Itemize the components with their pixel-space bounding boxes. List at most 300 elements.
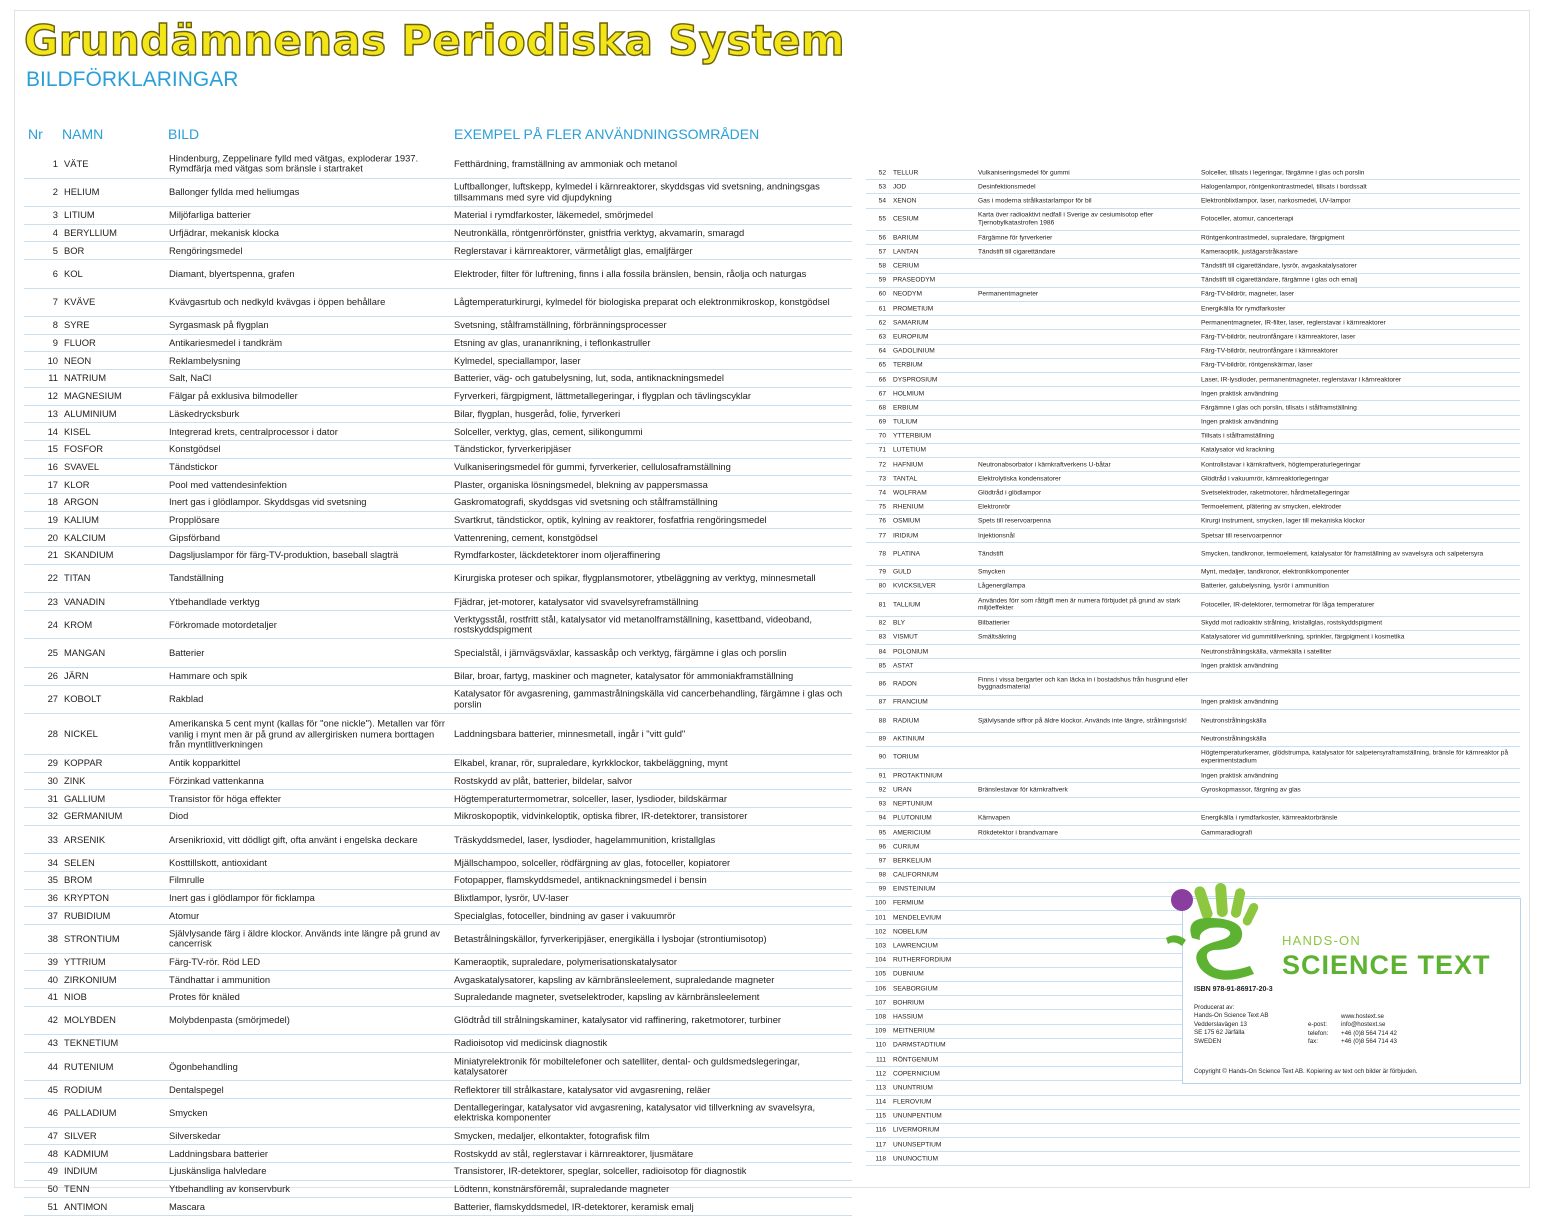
image-description: Bilbatterier: [978, 619, 1010, 627]
usage-examples: Träskyddsmedel, laser, lysdioder, hagelammunition, kristallglas: [454, 833, 716, 845]
element-row: [866, 288, 1520, 302]
element-row: [866, 631, 1520, 645]
image-description: Smältsäkring: [978, 633, 1017, 641]
element-name: YTTERBIUM: [893, 432, 932, 440]
element-number: 64: [878, 347, 886, 355]
element-name: KOL: [64, 267, 83, 279]
usage-examples: Radioisotop vid medicinsk diagnostik: [454, 1037, 608, 1049]
element-name: MENDELEVIUM: [893, 913, 942, 921]
element-name: RHENIUM: [893, 503, 924, 511]
usage-examples: Svartkrut, tändstickor, optik, kylning av reaktorer, fosfatfria rengöringsmedel: [454, 513, 767, 525]
element-name: HASSIUM: [893, 1013, 924, 1021]
usage-examples: Reflektorer till strålkastare, katalysator vid avgasrening, reläer: [454, 1083, 711, 1095]
element-row: [866, 345, 1520, 359]
element-name: NATRIUM: [64, 372, 107, 384]
image-description: Färg-TV-rör. Röd LED: [169, 955, 261, 967]
element-row: [866, 659, 1520, 673]
element-number: 46: [47, 1106, 58, 1118]
image-description: Ögonbehandling: [169, 1060, 238, 1072]
element-row: [24, 317, 852, 335]
usage-examples: Bilar, flygplan, husgeråd, folie, fyrverkeri: [454, 407, 621, 419]
image-description: Karta över radioaktivt nedfall i Sverige av cesiumisotop efter Tjernobylkatastrofen 1986: [978, 211, 1154, 227]
phone-label: telefon:: [1308, 1029, 1329, 1037]
element-number: 99: [878, 885, 886, 893]
element-name: MEITNERIUM: [893, 1027, 935, 1035]
element-number: 31: [47, 792, 58, 804]
usage-examples: Fotoceller, atomur, cancerterapi: [1201, 215, 1294, 223]
image-description: Permanentmagneter: [978, 290, 1039, 298]
element-number: 89: [878, 735, 886, 743]
usage-examples: Färg-TV-bildrör, neutronfångare i kärnreaktorer, laser: [1201, 333, 1356, 341]
usage-examples: Spetsar till reservoarpennor: [1201, 531, 1282, 539]
element-name: POLONIUM: [893, 647, 929, 655]
image-description: Injektionsnål: [978, 531, 1015, 539]
element-name: BERYLLIUM: [64, 226, 117, 238]
element-number: 2: [52, 186, 58, 197]
usage-examples: Kirurgiska proteser och spikar, flygplansmotorer, ytbeläggning av verktyg, minnesmetall: [454, 572, 816, 584]
element-name: KALIUM: [64, 513, 99, 525]
element-row: [24, 441, 852, 459]
image-description: Pool med vattendesinfektion: [169, 478, 287, 490]
usage-examples: Tändstift till cigarettändare, lysrör, avgaskatalysatorer: [1201, 262, 1357, 270]
element-name: UNUNPENTIUM: [893, 1112, 942, 1120]
element-row: [866, 543, 1520, 566]
element-name: RADON: [893, 680, 917, 688]
element-number: 50: [47, 1182, 58, 1194]
element-number: 40: [47, 973, 58, 985]
image-description: Protes för knäled: [169, 991, 240, 1003]
element-number: 112: [875, 1070, 886, 1078]
hand-logo-icon: [1162, 880, 1280, 984]
element-row: [866, 696, 1520, 710]
usage-examples: Laser, IR-lysdioder, permanentmagneter, reglerstavar i kärnreaktorer: [1201, 375, 1402, 383]
usage-examples: Luftballonger, luftskepp, kylmedel i kärnreaktorer, skyddsgas vid svetsning, andningsgas tillsammans med syre vid djupdykning: [454, 180, 820, 203]
element-name: GALLIUM: [64, 792, 106, 804]
element-row: [866, 231, 1520, 245]
element-number: 73: [878, 475, 886, 483]
element-row: [866, 302, 1520, 316]
element-row: [866, 1096, 1520, 1110]
usage-examples: Rostskydd av stål, reglerstavar i kärnreaktorer, ljusmätare: [454, 1147, 694, 1159]
element-name: RÖNTGENIUM: [893, 1055, 939, 1063]
element-name: BROM: [64, 874, 93, 886]
element-number: 36: [47, 891, 58, 903]
element-row: [866, 826, 1520, 840]
image-description: Rökdetektor i brandvarnare: [978, 828, 1058, 836]
element-number: 109: [874, 1027, 886, 1035]
element-number: 34: [47, 856, 58, 868]
element-row: [24, 714, 852, 755]
usage-examples: Fyrverkeri, färgpigment, lättmetallegeringar, i flygplan och tävlingscyklar: [454, 389, 752, 401]
element-row: [24, 289, 852, 318]
element-row: [866, 373, 1520, 387]
element-row: [24, 989, 852, 1007]
usage-examples: Elektronblixtlampor, laser, narkosmedel, UV-lampor: [1201, 197, 1351, 205]
element-name: SKANDIUM: [64, 549, 114, 561]
element-number: 113: [875, 1084, 886, 1092]
image-description: Smycken: [978, 568, 1006, 576]
image-description: Mascara: [169, 1200, 205, 1212]
element-name: FLUOR: [64, 336, 96, 348]
element-row: [866, 769, 1520, 783]
usage-examples: Miniatyrelektronik för mobiltelefoner och satelliter, dental- och guldsmedslegeringar, katalysatorer: [454, 1055, 801, 1077]
usage-examples: Mynt, medaljer, tandkronor, elektronikkomponenter: [1201, 568, 1350, 576]
element-number: 18: [47, 496, 58, 508]
element-number: 71: [878, 446, 886, 454]
usage-examples: Ingen praktisk användning: [1201, 698, 1278, 706]
usage-examples: Energikälla i rymdfarkoster, kärnreaktorbränsle: [1201, 814, 1338, 822]
element-name: ANTIMON: [64, 1200, 108, 1212]
element-number: 16: [47, 460, 58, 472]
element-number: 43: [47, 1037, 58, 1049]
column-header-image: BILD: [168, 126, 200, 142]
element-number: 86: [878, 680, 886, 688]
element-row: [24, 565, 852, 594]
usage-examples: Svetselektroder, raketmotorer, hårdmetallegeringar: [1201, 489, 1350, 497]
image-description: Ytbehandlade verktyg: [169, 595, 260, 607]
element-name: LAWRENCIUM: [893, 942, 938, 950]
element-number: 22: [47, 572, 58, 584]
element-name: CURIUM: [893, 843, 920, 851]
element-name: KOPPAR: [64, 757, 103, 769]
image-description: Finns i vissa bergarter och kan läcka in i bostadshus från husgrund eller byggnadsmaterial: [978, 676, 1188, 692]
usage-examples: Termoelement, plätering av smycken, elektroder: [1201, 503, 1342, 511]
element-number: 15: [47, 442, 58, 454]
element-number: 35: [47, 874, 58, 886]
element-row: [866, 359, 1520, 373]
element-number: 45: [47, 1083, 58, 1095]
image-description: Neutronabsorbator i kärnkraftverkens U-båtar: [978, 460, 1111, 468]
element-row: [866, 472, 1520, 486]
element-number: 6: [52, 267, 58, 279]
element-name: ARGON: [64, 496, 99, 508]
image-description: Integrerad krets, centralprocessor i dator: [169, 425, 338, 437]
element-number: 25: [47, 646, 58, 658]
element-number: 68: [878, 404, 886, 412]
element-name: SILVER: [64, 1129, 97, 1141]
element-row: [866, 416, 1520, 430]
element-row: [866, 798, 1520, 812]
element-number: 30: [47, 774, 58, 786]
element-number: 105: [874, 970, 886, 978]
element-name: UNUNTRIUM: [893, 1084, 933, 1092]
usage-examples: Färg-TV-bildrör, röntgenskärmar, laser: [1201, 361, 1313, 369]
usage-examples: Kylmedel, speciallampor, laser: [454, 354, 581, 366]
element-number: 106: [874, 984, 886, 992]
element-row: [24, 512, 852, 530]
fax-label: fax:: [1308, 1038, 1318, 1046]
element-name: PALLADIUM: [64, 1106, 117, 1118]
usage-examples: Ingen praktisk användning: [1201, 418, 1278, 426]
element-number: 69: [878, 418, 886, 426]
element-number: 84: [878, 647, 886, 655]
element-number: 75: [878, 503, 886, 511]
element-row: [866, 387, 1520, 401]
usage-examples: Etsning av glas, urananrikning, i teflonkastruller: [454, 336, 651, 348]
element-number: 3: [52, 209, 58, 221]
element-number: 116: [875, 1126, 886, 1134]
image-description: Inert gas i glödlampor för ficklampa: [169, 891, 315, 903]
element-number: 32: [47, 810, 58, 822]
element-number: 97: [878, 857, 886, 865]
image-description: Tändstift till cigarettändare: [978, 248, 1056, 256]
element-name: RADIUM: [893, 717, 920, 725]
element-name: FERMIUM: [893, 899, 924, 907]
element-row: [24, 179, 852, 208]
element-name: TELLUR: [893, 168, 919, 176]
element-number: 51: [47, 1200, 58, 1212]
element-name: URAN: [893, 786, 912, 794]
element-row: [24, 1099, 852, 1128]
element-number: 52: [878, 168, 886, 176]
element-number: 65: [878, 361, 886, 369]
element-row: [24, 1198, 852, 1216]
usage-examples: Skydd mot radioaktiv strålning, kristallglas, rostskyddspigment: [1201, 619, 1383, 627]
element-number: 77: [878, 531, 886, 539]
element-row: [866, 645, 1520, 659]
element-number: 63: [878, 333, 886, 341]
isbn: ISBN 978-91-86917-20-3: [1194, 986, 1273, 993]
element-row: [24, 225, 852, 243]
element-name: XENON: [893, 197, 917, 205]
element-number: 54: [878, 197, 886, 205]
element-row: [866, 194, 1520, 208]
element-number: 14: [47, 425, 58, 437]
element-name: TITAN: [64, 572, 91, 584]
element-number: 115: [875, 1112, 886, 1120]
element-row: [24, 150, 852, 179]
element-row: [24, 242, 852, 260]
element-row: [866, 515, 1520, 529]
element-name: SVAVEL: [64, 460, 100, 472]
usage-examples: Fetthärdning, framställning av ammoniak och metanol: [454, 157, 678, 169]
element-table-left: [24, 150, 852, 1216]
element-name: CALIFORNIUM: [893, 871, 939, 879]
element-number: 58: [878, 262, 886, 270]
usage-examples: Färg-TV-bildrör, neutronfångare i kärnreaktorer: [1201, 347, 1338, 355]
element-name: AMERICIUM: [893, 828, 931, 836]
element-row: [24, 971, 852, 989]
usage-examples: Material i rymdfarkoster, läkemedel, smörjmedel: [454, 209, 654, 221]
element-number: 79: [878, 568, 886, 576]
element-row: [866, 458, 1520, 472]
element-number: 60: [878, 290, 886, 298]
usage-examples: Plaster, organiska lösningsmedel, blekning av pappersmassa: [454, 478, 708, 490]
usage-examples: Avgaskatalysatorer, kapsling av kärnbränsleelement, supraledande magneter: [454, 973, 775, 985]
element-name: TEKNETIUM: [64, 1037, 119, 1049]
element-row: [866, 529, 1520, 543]
usage-examples: Katalysator för avgasrening, gammastrålningskälla vid cancerbehandling, färgämne i glas och porslin: [454, 687, 843, 710]
element-number: 23: [47, 595, 58, 607]
usage-examples: Färg-TV-bildrör, magneter, laser: [1201, 290, 1295, 298]
usage-examples: Rymdfarkoster, läckdetektorer inom oljeraffinering: [454, 549, 661, 561]
element-row: [866, 209, 1520, 232]
element-row: [24, 890, 852, 908]
image-description: Urfjädrar, mekanisk klocka: [169, 226, 279, 238]
image-description: Reklambelysning: [169, 354, 241, 366]
element-number: 17: [47, 478, 58, 490]
element-name: ARSENIK: [64, 833, 106, 845]
element-name: LIVERMORIUM: [893, 1126, 940, 1134]
image-description: Kvävgasrtub och nedkyld kvävgas i öppen behållare: [169, 296, 386, 308]
usage-examples: Energikälla för rymdfarkoster: [1201, 304, 1286, 312]
element-name: SEABORGIUM: [893, 984, 938, 992]
element-number: 107: [874, 999, 886, 1007]
element-number: 98: [878, 871, 886, 879]
image-description: Rakblad: [169, 693, 204, 705]
element-row: [866, 259, 1520, 273]
image-description: Laddningsbara batterier: [169, 1147, 269, 1159]
usage-examples: Solceller, tillsats i legeringar, färgämne i glas och porslin: [1201, 168, 1365, 176]
element-row: [24, 335, 852, 353]
image-description: Salt, NaCl: [169, 372, 212, 384]
usage-examples: Elkabel, kranar, rör, supraledare, kyrkklockor, takbeläggning, mynt: [454, 757, 728, 769]
element-name: NEODYM: [893, 290, 922, 298]
email-link[interactable]: info@hostext.se: [1341, 1021, 1386, 1029]
element-name: EUROPIUM: [893, 333, 929, 341]
element-name: CESIUM: [893, 215, 919, 223]
element-row: [24, 1035, 852, 1053]
element-row: [866, 501, 1520, 515]
element-number: 74: [878, 489, 886, 497]
element-number: 111: [875, 1055, 886, 1063]
element-number: 29: [47, 757, 58, 769]
element-name: JOD: [893, 183, 907, 191]
image-description: Dagsljuslampor för färg-TV-produktion, baseball slagträ: [169, 549, 399, 561]
element-number: 55: [878, 215, 886, 223]
element-row: [866, 673, 1520, 696]
image-description: Ballonger fyllda med heliumgas: [169, 186, 300, 197]
brand-science-text: SCIENCE TEXT: [1282, 950, 1491, 980]
element-row: [866, 566, 1520, 580]
element-row: [866, 444, 1520, 458]
element-name: DYSPROSIUM: [893, 375, 938, 383]
element-number: 88: [878, 717, 886, 725]
usage-examples: Solceller, verktyg, glas, cement, silikongummi: [454, 425, 643, 437]
element-name: NEPTUNIUM: [893, 800, 933, 808]
usage-examples: Glödtråd i vakuumrör, kärnreaktorlegeringar: [1201, 475, 1329, 483]
element-name: LANTAN: [893, 248, 919, 256]
element-name: HOLMIUM: [893, 390, 925, 398]
element-name: PLATINA: [893, 550, 920, 558]
element-name: ZINK: [64, 774, 86, 786]
element-row: [866, 1124, 1520, 1138]
email-label: e-post:: [1308, 1021, 1327, 1029]
element-row: [24, 808, 852, 826]
element-name: TENN: [64, 1182, 90, 1194]
element-name: AKTINIUM: [893, 735, 925, 743]
element-number: 48: [47, 1147, 58, 1159]
element-name: BOHRIUM: [893, 999, 925, 1007]
usage-examples: Gaskromatografi, skyddsgas vid svetsning och stålframställning: [454, 496, 718, 508]
element-number: 85: [878, 662, 886, 670]
element-row: [866, 401, 1520, 415]
usage-examples: Permanentmagneter, IR-filter, laser, reglerstavar i kärnreaktorer: [1201, 319, 1386, 327]
element-row: [24, 954, 852, 972]
usage-examples: Verktygsstål, rostfritt stål, katalysator vid metanolframställning, kasettband, videoband, rostskyddspigment: [454, 613, 812, 635]
element-number: 80: [878, 582, 886, 590]
element-name: KVÄVE: [64, 296, 96, 308]
element-row: [866, 840, 1520, 854]
usage-examples: Vulkaniseringsmedel för gummi, fyrverkerier, cellulosaframställning: [454, 460, 731, 472]
element-name: KISEL: [64, 425, 91, 437]
element-number: 26: [47, 669, 58, 681]
image-description: Ljuskänsliga halvledare: [169, 1164, 267, 1176]
element-number: 9: [52, 336, 58, 348]
image-description: Filmrulle: [169, 874, 205, 886]
element-name: KLOR: [64, 478, 90, 490]
element-number: 82: [878, 619, 886, 627]
image-description: Atomur: [169, 909, 200, 921]
usage-examples: Mjällschampoo, solceller, rödfärgning av glas, fotoceller, kopiatorer: [454, 856, 731, 868]
element-number: 96: [878, 843, 886, 851]
copyright: Copyright © Hands-On Science Text AB. Kopiering av text och bilder är förbjuden.: [1194, 1068, 1418, 1075]
image-description: Rengöringsmedel: [169, 244, 243, 256]
element-row: [866, 854, 1520, 868]
element-name: SYRE: [64, 319, 90, 331]
image-description: Självlysande siffror på äldre klockor. Används inte längre, strålningsrisk!: [978, 717, 1187, 725]
usage-examples: Ingen praktisk användning: [1201, 662, 1278, 670]
element-row: [866, 1110, 1520, 1124]
usage-examples: Rostskydd av plåt, batterier, bildelar, salvor: [454, 774, 633, 786]
element-row: [24, 494, 852, 512]
element-number: 24: [47, 618, 58, 630]
element-name: VÄTE: [64, 157, 89, 169]
usage-examples: Lödtenn, konstnärsföremål, supraledande magneter: [454, 1182, 670, 1194]
usage-examples: Fjädrar, jet-motorer, katalysator vid svavelsyreframställning: [454, 595, 699, 607]
element-row: [24, 370, 852, 388]
element-name: KRYPTON: [64, 891, 109, 903]
usage-examples: Kirurgi instrument, smycken, lager till mekaniska klockor: [1201, 517, 1365, 525]
image-description: Antik kopparkittel: [169, 757, 241, 769]
element-name: TERBIUM: [893, 361, 923, 369]
image-description: Gipsförband: [169, 531, 221, 543]
image-description: Smycken: [169, 1106, 208, 1118]
element-row: [24, 423, 852, 441]
company-name: Hands-On Science Text AB: [1194, 1012, 1269, 1020]
element-number: 76: [878, 517, 886, 525]
element-row: [866, 430, 1520, 444]
element-row: [866, 245, 1520, 259]
element-row: [24, 686, 852, 715]
usage-examples: Tändstift till cigarettändare, färgämne i glas och emalj: [1201, 276, 1358, 284]
element-number: 102: [874, 928, 886, 936]
image-description: Förzinkad vattenkanna: [169, 774, 264, 786]
element-number: 12: [47, 389, 58, 401]
element-number: 114: [875, 1098, 886, 1106]
element-number: 70: [878, 432, 886, 440]
publisher-contact: [1308, 1013, 1397, 1047]
usage-examples: Fotoceller, IR-detektorer, termometrar för låga temperaturer: [1201, 601, 1375, 609]
element-number: 92: [878, 786, 886, 794]
produced-by-label: Producerat av:: [1194, 1004, 1235, 1011]
element-row: [24, 639, 852, 668]
element-name: VANADIN: [64, 595, 105, 607]
website-link[interactable]: www.hostext.se: [1341, 1013, 1384, 1020]
usage-examples: Högtemperaturtermometrar, solceller, laser, lysdioder, bildskärmar: [454, 792, 728, 804]
usage-examples: Smycken, medaljer, elkontakter, fotografisk film: [454, 1129, 650, 1141]
element-number: 104: [874, 956, 886, 964]
element-name: TALLIUM: [893, 601, 921, 609]
usage-examples: Ingen praktisk användning: [1201, 772, 1278, 780]
element-name: MAGNESIUM: [64, 389, 122, 401]
element-name: NIOB: [64, 991, 87, 1003]
image-description: Hammare och spik: [169, 669, 248, 681]
element-number: 44: [47, 1060, 58, 1072]
element-row: [866, 180, 1520, 194]
image-description: Lågenergilampa: [978, 582, 1026, 590]
element-name: OSMIUM: [893, 517, 921, 525]
